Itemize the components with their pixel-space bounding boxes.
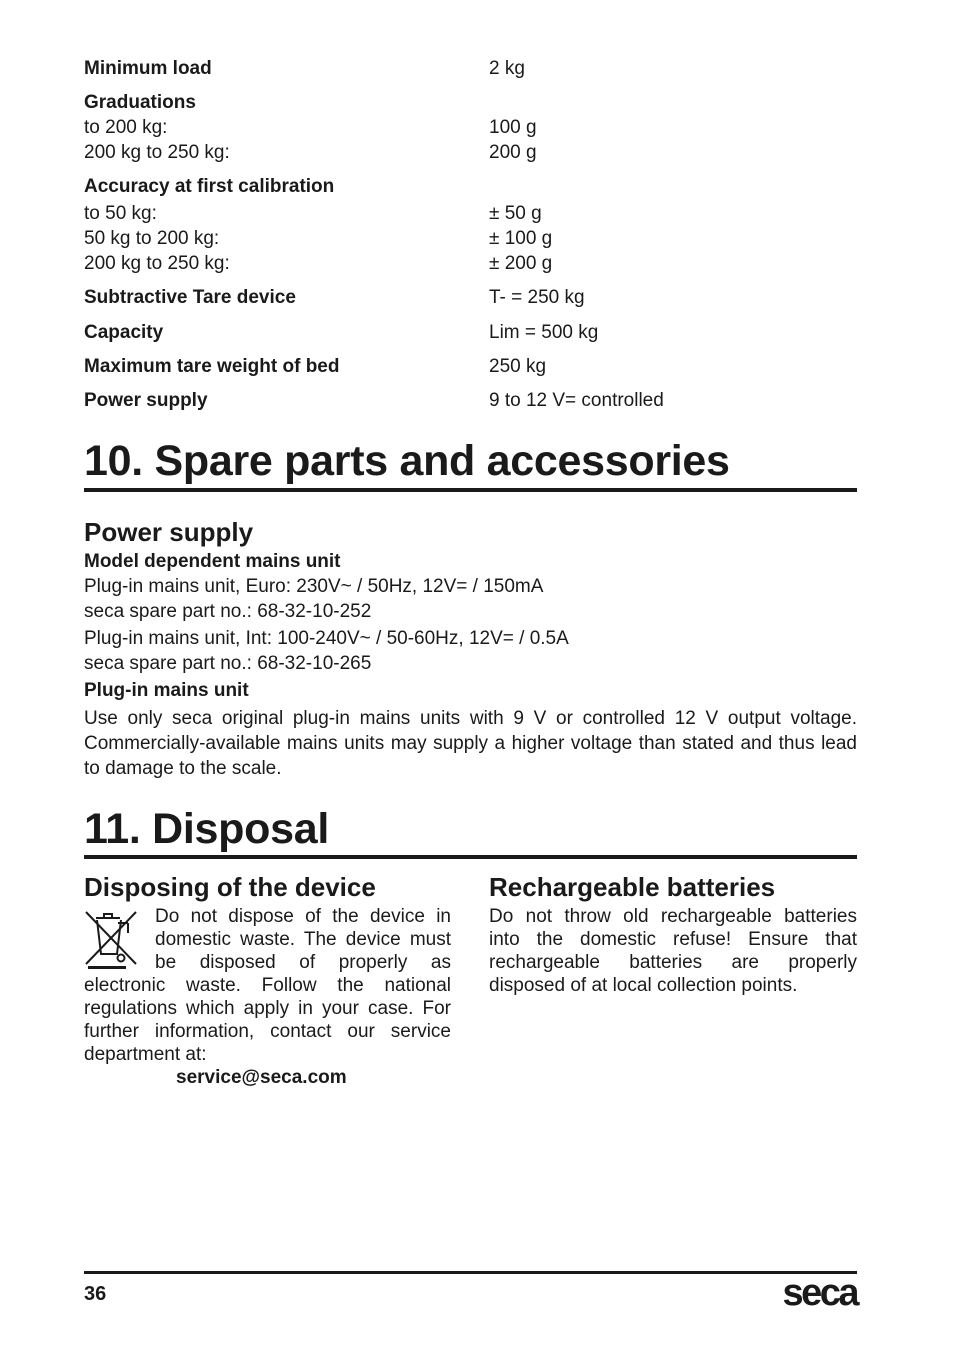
spec-label-capacity: Capacity	[84, 322, 164, 343]
spec-label-minimum-load: Minimum load	[84, 58, 212, 79]
footer-rule	[84, 1271, 857, 1274]
spec-label-power-supply: Power supply	[84, 390, 208, 411]
spec-sub-graduations-2: 200 kg to 250 kg:	[84, 142, 230, 163]
spare-part-int: seca spare part no.: 68-32-10-265	[84, 653, 372, 674]
spare-part-euro: seca spare part no.: 68-32-10-252	[84, 601, 372, 622]
disposing-device-heading: Disposing of the device	[84, 872, 376, 902]
mains-unit-int: Plug-in mains unit, Int: 100-240V~ / 50-60Hz, 12V= / 0.5A	[84, 628, 569, 649]
service-email[interactable]: service@seca.com	[176, 1067, 347, 1088]
section-10-rule	[84, 488, 857, 492]
spec-sub-accuracy-1: to 50 kg:	[84, 203, 157, 224]
spec-sub-accuracy-3: 200 kg to 250 kg:	[84, 253, 230, 274]
spec-value-capacity: Lim = 500 kg	[489, 322, 599, 343]
spec-value-tare-device: T- = 250 kg	[489, 287, 585, 308]
disposing-device-text	[84, 905, 451, 1066]
seca-logo: seca	[782, 1272, 857, 1314]
mains-unit-euro: Plug-in mains unit, Euro: 230V~ / 50Hz, 12V= / 150mA	[84, 576, 544, 597]
spec-label-tare-device: Subtractive Tare device	[84, 287, 296, 308]
section-11-rule	[84, 855, 857, 859]
spec-label-graduations: Graduations	[84, 92, 196, 113]
spec-value-accuracy-1: ± 50 g	[489, 203, 542, 224]
rechargeable-batteries-heading: Rechargeable batteries	[489, 872, 776, 902]
plugin-mains-heading: Plug-in mains unit	[84, 680, 249, 701]
spec-value-accuracy-2: ± 100 g	[489, 228, 553, 249]
spec-value-accuracy-3: ± 200 g	[489, 253, 553, 274]
spec-label-max-tare-bed: Maximum tare weight of bed	[84, 356, 340, 377]
spec-value-graduations-2: 200 g	[489, 142, 537, 163]
model-dependent-heading: Model dependent mains unit	[84, 551, 341, 572]
spec-sub-graduations-1: to 200 kg:	[84, 117, 168, 138]
spec-value-power-supply: 9 to 12 V= controlled	[489, 390, 664, 411]
spec-label-accuracy: Accuracy at first calibration	[84, 176, 335, 197]
disposing-device-body: Do not dispose of the device in domestic waste. The device must be disposed of properly as electronic waste. Follow the national regulations which apply in your case. For further information, contact our service department at:	[84, 906, 451, 1065]
spec-value-minimum-load: 2 kg	[489, 58, 525, 79]
rechargeable-batteries-text: Do not throw old rechargeable batteries into the domestic refuse! Ensure that rechargeable batteries are properly disposed of at local collection points.	[489, 906, 857, 996]
section-10-title: 10. Spare parts and accessories	[84, 437, 730, 485]
plugin-mains-text: Use only seca original plug-in mains units with 9 V or controlled 12 V output voltage. Commercially-available mains units may supply a higher voltage than stated and thus lead to damage to the scale.	[84, 708, 857, 779]
spec-sub-accuracy-2: 50 kg to 200 kg:	[84, 228, 220, 249]
page-number: 36	[84, 1283, 107, 1305]
section-11-title: 11. Disposal	[84, 805, 329, 853]
power-supply-heading: Power supply	[84, 517, 254, 547]
disposing-device-float	[84, 905, 155, 971]
spec-value-max-tare-bed: 250 kg	[489, 356, 547, 377]
spec-value-graduations-1: 100 g	[489, 117, 537, 138]
